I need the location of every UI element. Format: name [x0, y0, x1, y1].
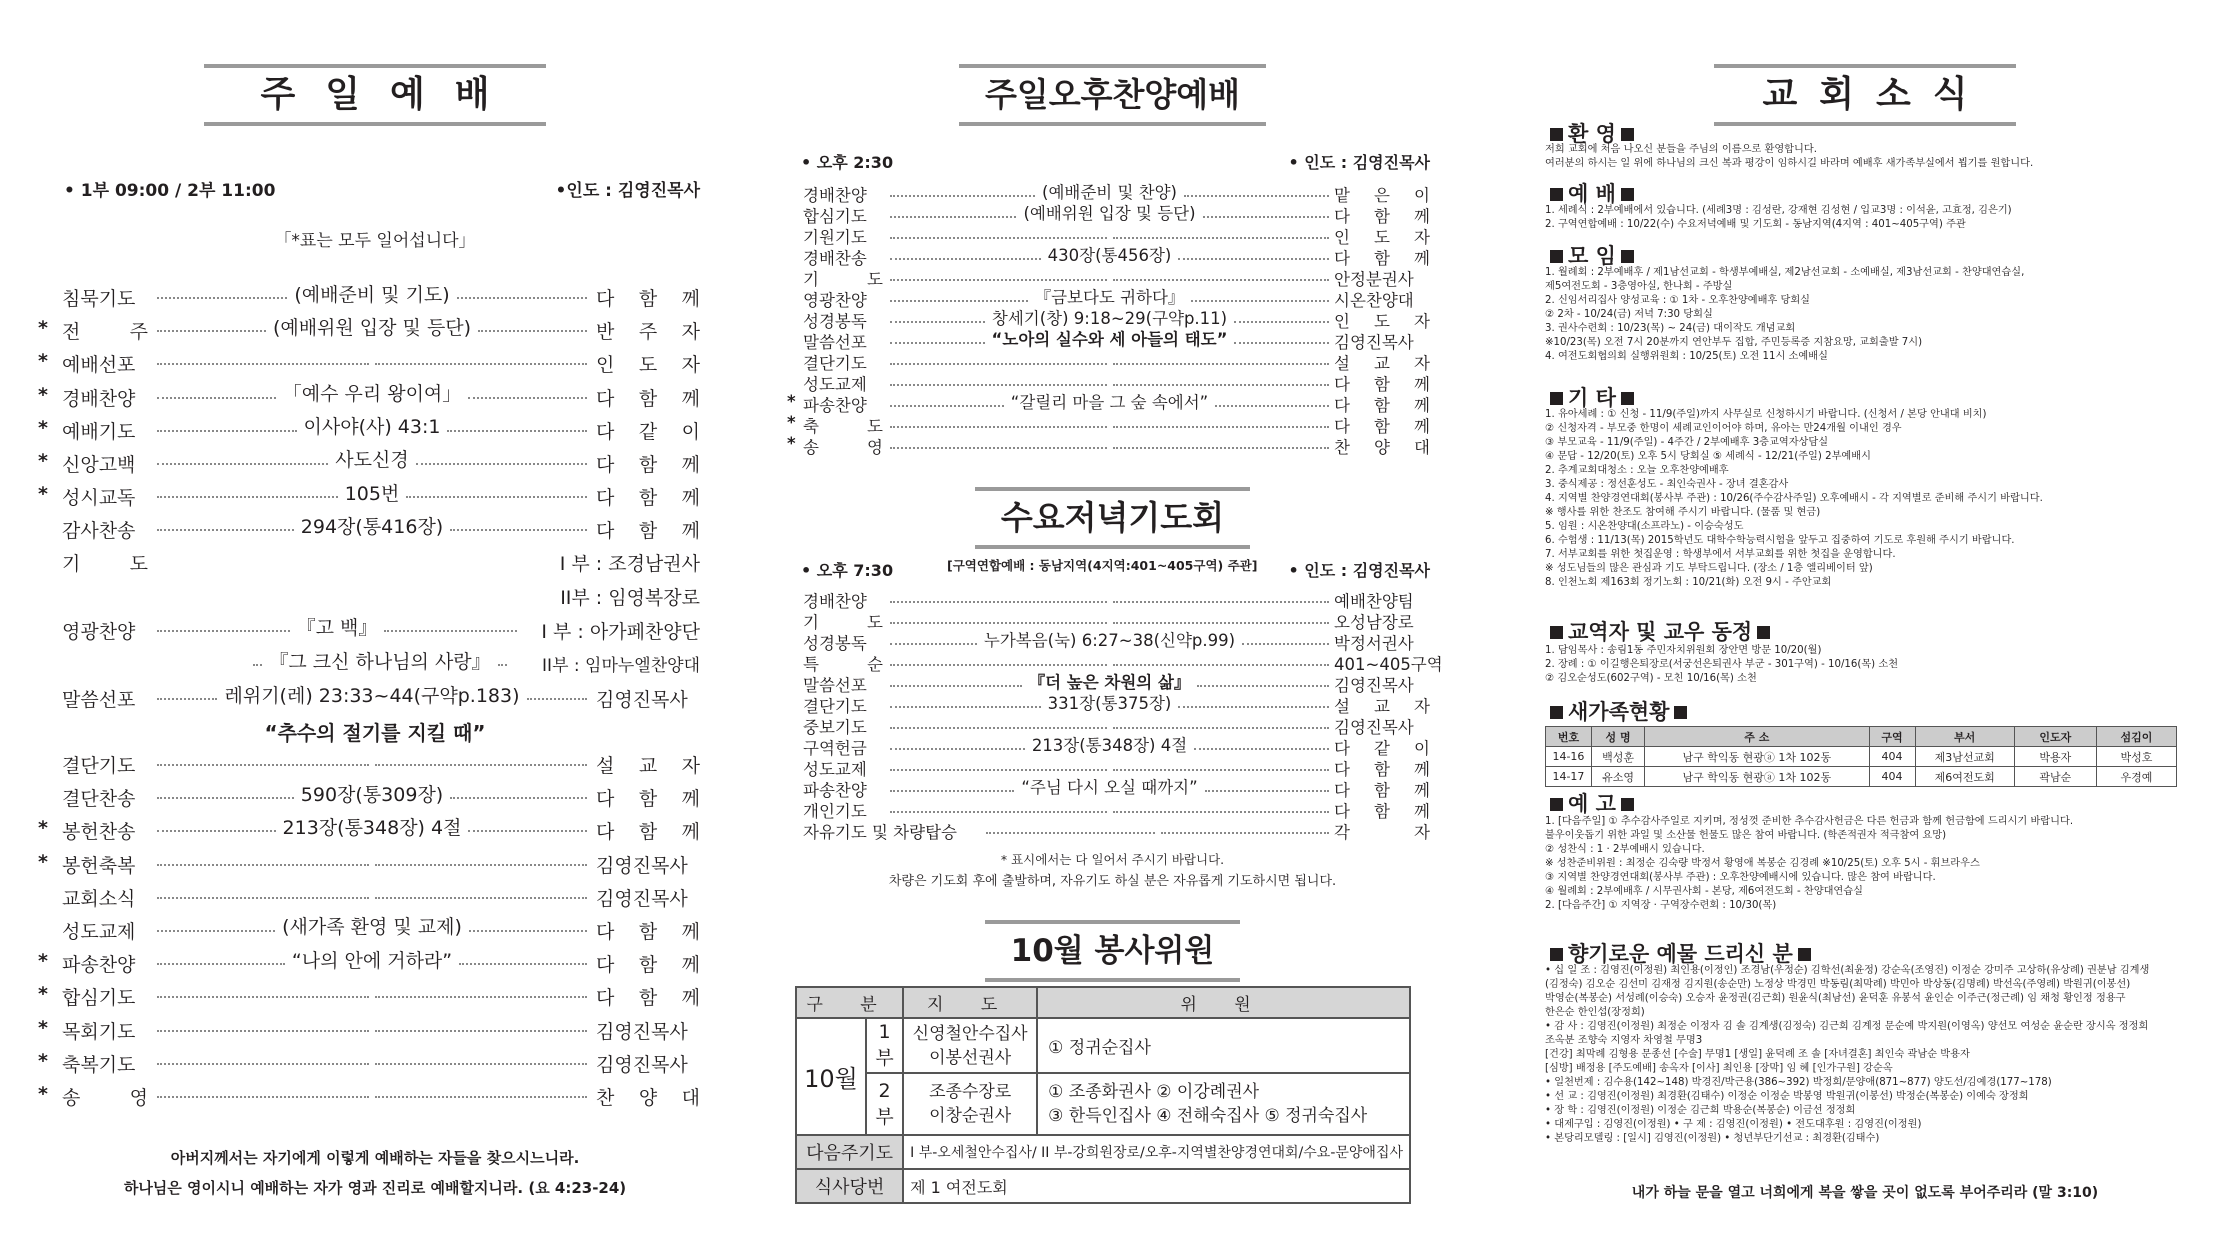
welcome-text: [1545, 143, 2185, 171]
order-row: [795, 370, 1430, 394]
column-header: 부서: [1915, 727, 2014, 747]
order-person: 반 주 자: [596, 321, 700, 344]
text-line: 조옥분 조향숙 지영자 차영철 무명3: [1545, 1035, 1703, 1046]
text-line: 2. 추계교회대청소 : 오늘 오후찬양예배후: [1545, 465, 1729, 476]
order-label: 성시교독: [62, 487, 136, 510]
order-label: 결단기도: [62, 755, 136, 777]
text-line: ③ 지역별 찬양경연대회(봉사부 주관) : 오후찬양예배시에 있습니다. 많은 참여 바랍니다.: [1545, 872, 1936, 883]
order-label: 경배찬양: [62, 387, 136, 410]
table-header: 구 분 지 도 위 원: [796, 987, 1410, 1018]
volunteers-table: [795, 986, 1411, 1204]
text-line: 2. 신임서리집사 양성교육 : ① 1차 - 오후찬양예배후 당회실: [1545, 295, 1811, 306]
table-cell: 박성호: [2096, 747, 2176, 767]
order-label: 합심기도: [62, 987, 136, 1010]
order-detail: 430장(통456장): [1047, 246, 1172, 265]
section-worship: 예 배: [1545, 178, 1639, 208]
afternoon-time: • 오후 2:30: [801, 153, 894, 172]
order-person: 김영진목사: [596, 1020, 688, 1043]
order-row: [38, 478, 700, 511]
order-label: 기 도: [803, 270, 883, 289]
table-cell: 제6여전도회: [1915, 767, 2014, 787]
order-person: 다 함 께: [596, 821, 700, 844]
standing-mark: *: [38, 1016, 48, 1039]
section-meeting: 모 임: [1545, 240, 1639, 270]
order-person: 다 같 이: [596, 420, 700, 443]
etc-text: [1545, 408, 2185, 590]
order-row: [795, 629, 1430, 653]
section-offerings: 향기로운 예물 드리신 분: [1545, 938, 1816, 968]
text-line: ※ 성도님들의 많은 관심과 기도 부탁드립니다. (장소 / 1층 엘리베이터 앞): [1545, 563, 1873, 574]
order-detail: 『금보다도 귀하다』: [1034, 288, 1185, 307]
order-row: [795, 608, 1430, 632]
church-news-title: 교회소식: [1714, 64, 2015, 126]
wednesday-leader: • 인도 : 김영진목사: [1288, 561, 1430, 580]
worship-leader: •인도 : 김영진목사: [555, 181, 700, 201]
order-row: [50, 879, 700, 912]
text-line: ④ 문답 - 12/20(토) 오후 5시 당회실 ⑤ 세례식 - 12/21(주일) 2부예배시: [1545, 451, 1871, 462]
text-line: ② 2차 - 10/24(금) 저녁 7:30 당회실: [1545, 309, 1713, 320]
text-line: • 본당리모델링 : [일시] 김영진(이정원) • 청년부단기선교 : 최경환(김태수): [1545, 1133, 1880, 1144]
afternoon-leader: • 인도 : 김영진목사: [1288, 153, 1430, 172]
text-line: 불우이웃돕기 위한 과일 및 소산물 헌물도 많은 참여 바랍니다. (학존적권자 적극참여 요망): [1545, 830, 1947, 841]
order-row: [795, 755, 1430, 779]
order-detail: 이사야(사) 43:1: [303, 416, 441, 439]
order-label: 송 영: [803, 438, 883, 457]
prayer-part2: II부 : 임영복장로: [560, 587, 700, 609]
order-detail: 294장(통416장): [300, 515, 444, 538]
order-label: 축복기도: [62, 1053, 136, 1076]
order-detail: (새가족 환영 및 교제): [282, 916, 462, 939]
order-person: 오성남장로: [1334, 613, 1414, 632]
text-line: • 감 사 : 김영진(이정원) 최정순 이정자 김 솔 김계생(김정숙) 김근희 김계정 문순예 박지원(이영옥) 양선모 여성순 윤순란 장시옥 정정희: [1545, 1021, 2149, 1032]
standing-mark: *: [787, 392, 796, 411]
table-cell: 곽남순: [2014, 767, 2096, 787]
text-line: (김정숙) 김오순 김선미 김재정 김지원(송순만) 노정상 박경민 박동림(최막례) 박민아 박상동(김명례) 박선옥(주영례) 박원귀(이봉선): [1545, 979, 2131, 990]
text-line: [심방] 배정용 [주도예배] 송옥자 [이사] 최인용 [장막] 임 혜 [인가구원] 강순옥: [1545, 1063, 1893, 1074]
malachi-verse: 내가 하늘 문을 열고 너희에게 복을 쌓을 곳이 없도록 부어주리라 (말 3:10): [1631, 1185, 2099, 1201]
order-person: 다 함 께: [596, 987, 700, 1010]
text-line: 2. 구역연합예배 : 10/22(수) 수요저녁예배 및 기도회 - 동남지역(4지역 : 401~405구역) 주관: [1545, 219, 1966, 230]
order-label: 성도교제: [803, 760, 867, 779]
order-label: 목회기도: [62, 1020, 136, 1043]
order-label: 영광찬양: [803, 291, 867, 310]
order-detail: 331장(통375장): [1047, 694, 1172, 713]
table-cell: 남구 학익동 현광ⓐ 1차 102동: [1645, 747, 1869, 767]
section-etc: 기 타: [1545, 382, 1639, 412]
order-person: 다 함 께: [1334, 249, 1430, 268]
order-label: 파송찬양: [803, 781, 867, 800]
worship-time: • 1부 09:00 / 2부 11:00: [64, 181, 276, 201]
order-person: 다 함 께: [596, 487, 700, 510]
order-detail: (예배준비 및 찬양): [1042, 183, 1177, 202]
vehicle-note: 차량은 기도회 후에 출발하며, 자유기도 하실 분은 자유롭게 기도하시면 됩니다.: [888, 874, 1337, 889]
text-line: ※10/23(목) 오전 7시 20분까지 연안부두 집합, 주민등록증 지참요망, 교회출발 7시): [1545, 337, 1923, 348]
glory-praise-row1: 영광찬양 『고 백』 I 부 : 아가페찬양단: [62, 616, 700, 643]
table-row: 식사당번 제 1 여전도회: [796, 1169, 1410, 1203]
order-row: [38, 945, 700, 978]
text-line: ③ 부모교육 - 11/9(주일) - 4주간 / 2부예배후 3층교역자상담실: [1545, 437, 1829, 448]
text-line: • 장 학 : 김영진(이정원) 이정순 김근희 박용순(복봉순) 이금선 정정희: [1545, 1105, 1856, 1116]
staff-news-text: [1545, 644, 2185, 686]
standing-mark: *: [38, 817, 48, 840]
order-person: 다 함 께: [596, 920, 700, 943]
text-line: 7. 서부교회를 위한 첫집운영 : 학생부에서 서부교회를 위한 첫집을 운영합니다.: [1545, 549, 1896, 560]
column-header: 성 명: [1591, 727, 1644, 747]
text-line: ② 성찬식 : 1 · 2부예배시 있습니다.: [1545, 844, 1705, 855]
order-label: 성도교제: [803, 375, 867, 394]
order-person: 김영진목사: [596, 854, 688, 877]
order-label: 예배기도: [62, 420, 136, 443]
order-row: [795, 713, 1430, 737]
order-label: 구역헌금: [803, 739, 867, 758]
order-label: 경배찬송: [803, 249, 867, 268]
order-detail: 「예수 우리 왕이여」: [282, 383, 462, 406]
order-label: 교회소식: [62, 887, 136, 910]
section-staff-news: 교역자 및 교우 동정: [1545, 616, 1775, 646]
order-detail: 590장(통309장): [300, 783, 444, 806]
order-row: [795, 286, 1430, 310]
text-line: 제5여전도회 - 3층영아실, 한나회 - 주방실: [1545, 281, 1733, 292]
text-line: 여러분의 하시는 일 위에 하나님의 크신 복과 평강이 임하시길 바라며 예배후 새가족부실에서 뵙기를 원합니다.: [1545, 158, 2034, 169]
worship-text: [1545, 204, 2185, 232]
order-row: [50, 779, 700, 812]
column-header: 섬김이: [2096, 727, 2176, 747]
order-person: 다 함 께: [1334, 207, 1430, 226]
text-line: 6. 수험생 : 11/13(목) 2015학년도 대학수학능력시험을 앞두고 집중하여 기도로 후원해 주시기 바랍니다.: [1545, 535, 2015, 546]
standing-mark: *: [38, 416, 48, 439]
text-line: 8. 인천노회 제163회 정기노회 : 10/21(화) 오전 9시 - 주안교회: [1545, 577, 1832, 588]
text-line: 1. 세례식 : 2부예배에서 있습니다. (세례3명 : 김성란, 강재현 김성현 / 입교3명 : 이석윤, 고효정, 김은기): [1545, 205, 2012, 216]
order-label: 말씀선포: [803, 676, 867, 695]
standing-mark: *: [38, 317, 48, 340]
order-row: [795, 776, 1430, 800]
order-row: [38, 1012, 700, 1045]
new-family-table: [1545, 726, 2177, 787]
text-line: 1. 월례회 : 2부예배후 / 제1남선교회 - 학생부예배실, 제2남선교회 - 소예배실, 제3남선교회 - 찬양대연습실,: [1545, 267, 2025, 278]
order-label: 결단기도: [803, 354, 867, 373]
text-line: • 십 일 조 : 김영진(이정원) 최인용(이정인) 조경남(우정순) 김학선(최윤정) 강순옥(조영진) 이정순 강미주 고상하(유상례) 권분남 김계생: [1545, 965, 2150, 976]
order-person: 인 도 자: [1334, 228, 1430, 247]
order-person: 박정서권사: [1334, 634, 1414, 653]
text-line: 3. 중식제공 : 정선훈성도 - 최인숙권사 - 장녀 결혼감사: [1545, 479, 1789, 490]
wednesday-order: [795, 587, 1443, 842]
afternoon-worship-title: 주일오후찬양예배: [959, 64, 1266, 126]
order-row: [795, 349, 1430, 373]
order-person: 시온찬양대: [1334, 291, 1414, 310]
table-cell: 404: [1869, 767, 1915, 787]
order-row: [795, 202, 1430, 226]
order-label: 중보기도: [803, 718, 867, 737]
offerings-text: [1545, 964, 2185, 1146]
order-label: 축 도: [803, 417, 883, 436]
order-person: 401~405구역: [1334, 655, 1443, 674]
table-header: [1546, 727, 2177, 747]
table-cell: 남구 학익동 현광ⓐ 1차 102동: [1645, 767, 1869, 787]
order-label: 기 도: [803, 613, 883, 632]
order-label: 예배선포: [62, 354, 136, 377]
order-of-worship-part2: [38, 746, 700, 1111]
order-row: [795, 307, 1430, 331]
table-cell: 제3남선교회: [1915, 747, 2014, 767]
text-line: ※ 행사를 위한 찬조도 참여해 주시기 바랍니다. (물품 및 현금): [1545, 507, 1821, 518]
order-person: 설 교 자: [1334, 354, 1430, 373]
text-line: [건강] 최막례 김형용 문종선 [수술] 무명1 [생일] 윤덕례 조 솔 [자녀결혼] 최인숙 곽남순 박용자: [1545, 1049, 1970, 1060]
order-detail: 213장(통348장) 4절: [282, 816, 462, 839]
october-volunteers-title: 10월 봉사위원: [985, 920, 1241, 982]
text-line: • 대제구입 : 김영진(이정원) • 구 제 : 김영진(이정원) • 전도대후원 : 김영진(이정원): [1545, 1119, 1922, 1130]
order-detail: “주님 다시 오실 때까지”: [1021, 778, 1198, 797]
order-row: [795, 223, 1430, 247]
order-label: 특 순: [803, 655, 883, 674]
wednesday-subtitle: [구역연합예배 : 동남지역(4지역:401~405구역) 주관]: [947, 558, 1258, 573]
closing-verse: 아버지께서는 자기에게 이렇게 예배하는 자들을 찾으시느니라. 하나님은 영이시니 예배하는 자가 영과 진리로 예배할지니라. (요 4:23-24): [123, 1149, 627, 1197]
order-label: 봉헌찬송: [62, 821, 136, 844]
order-of-worship-part1: [38, 279, 700, 545]
order-detail: “노아의 실수와 세 아들의 태도”: [991, 330, 1228, 349]
column-header: 구역: [1869, 727, 1915, 747]
order-detail: “나의 안에 거하라”: [291, 949, 453, 972]
order-label: 침묵기도: [62, 288, 136, 310]
order-label: 전 주: [62, 321, 148, 344]
standing-mark: *: [38, 1082, 48, 1105]
order-label: 자유기도 및 차량탑승: [803, 823, 957, 842]
order-detail: 『더 높은 차원의 삶』: [1028, 673, 1191, 692]
wednesday-time: • 오후 7:30: [801, 561, 894, 580]
meeting-text: [1545, 266, 2185, 364]
text-line: 1. [다음주일] ① 추수감사주일로 지키며, 정성껏 준비한 추수감사헌금은 다른 헌금과 함께 헌금함에 드리시기 바랍니다.: [1545, 816, 2074, 827]
order-person: 예배찬양팀: [1334, 592, 1414, 611]
order-person: 맡 은 이: [1334, 186, 1430, 205]
order-row: [38, 345, 700, 378]
text-line: 4. 여전도회협의회 실행위원회 : 10/25(토) 오전 11시 소예배실: [1545, 351, 1828, 362]
standing-mark: *: [787, 434, 796, 453]
order-row: [38, 379, 700, 412]
order-person: 찬 양 대: [596, 1086, 700, 1109]
order-row: [795, 818, 1430, 842]
order-person: 김영진목사: [1334, 333, 1414, 352]
order-row: [795, 265, 1430, 289]
order-person: 김영진목사: [596, 887, 688, 910]
text-line: • 선 교 : 김영진(이정원) 최경환(김태수) 이정순 이정순 박봉영 박원귀(이봉선) 박정순(복봉순) 이예숙 장정희: [1545, 1091, 2029, 1102]
table-row: [1546, 767, 2177, 787]
table-row: 2부 조종수장로 이창순권사 ① 조종화권사 ② 이강례권사 ③ 한득인집사 ④ 전해숙집사 ⑤ 정귀숙집사: [796, 1073, 1410, 1135]
order-person: 다 함 께: [1334, 760, 1430, 779]
order-person: 안정분권사: [1334, 270, 1414, 289]
sermon-title: “추수의 절기를 지킬 때”: [264, 721, 486, 745]
text-line: 한은순 한인섭(장정희): [1545, 1007, 1645, 1018]
standing-mark: *: [38, 350, 48, 373]
order-detail: 사도신경: [335, 449, 409, 472]
text-line: ② 신청자격 - 부모중 한명이 세례교인이어야 하며, 유아는 만24개월 이내인 경우: [1545, 423, 1902, 434]
standing-mark: *: [38, 449, 48, 472]
order-row: [795, 328, 1430, 352]
prayer-part1: I 부 : 조경남권사: [559, 553, 700, 575]
order-label: 봉헌축복: [62, 854, 136, 877]
order-person: 설 교 자: [596, 755, 700, 777]
order-label: 말씀선포: [803, 333, 867, 352]
order-label: 결단기도: [803, 697, 867, 716]
table-row: 10월 1부 신영철안수집사 이봉선권사 ① 정귀순집사: [796, 1018, 1410, 1073]
text-line: 1. 담임목사 : 송림1동 주민자치위원회 장안면 방문 10/20(월): [1545, 645, 1822, 656]
order-row: [38, 312, 700, 345]
order-detail: “갈릴리 마을 그 숲 속에서”: [1010, 393, 1209, 412]
order-label: 합심기도: [803, 207, 867, 226]
order-label: 파송찬양: [62, 954, 136, 977]
order-row: [795, 587, 1430, 611]
text-line: 박영순(복봉순) 서성례(이승숙) 오승자 윤정권(김근희) 원윤식(최남선) 윤덕훈 유봉석 윤인순 이주근(정근례) 임 채청 황인정 정용구: [1545, 993, 2126, 1004]
glory-praise-row2: 『그 크신 하나님의 사랑』 II부 : 임마누엘찬양대: [50, 646, 700, 679]
order-label: 파송찬양: [803, 396, 867, 415]
order-row: [50, 279, 700, 312]
order-label: 경배찬양: [803, 186, 867, 205]
order-detail: 213장(통348장) 4절: [1031, 736, 1188, 755]
order-row: [787, 412, 1430, 436]
order-person: 김영진목사: [1334, 718, 1414, 737]
standing-mark: *: [787, 413, 796, 432]
order-row: [795, 671, 1430, 695]
text-line: ② 김오순성도(602구역) - 모친 10/16(목) 소천: [1545, 673, 1757, 684]
order-person: 다 함 께: [596, 520, 700, 543]
order-detail: (예배준비 및 기도): [294, 283, 450, 306]
order-detail: (예배위원 입장 및 등단): [1023, 204, 1196, 223]
order-row: [38, 978, 700, 1011]
order-label: 송 영: [62, 1086, 148, 1109]
order-person: 다 함 께: [1334, 396, 1430, 415]
standing-mark: *: [38, 483, 48, 506]
text-line: 1. 유아세례 : ① 신청 - 11/9(주일)까지 사무실로 신청하시기 바랍니다. (신청서 / 본당 안내대 비치): [1545, 409, 1987, 420]
order-person: 김영진목사: [1334, 676, 1414, 695]
order-person: 다 같 이: [1334, 739, 1430, 758]
text-line: • 일천번제 : 김수용(142~148) 박경진/박근용(386~392) 박정희/문양애(871~877) 양도선/김예경(177~178): [1545, 1077, 2052, 1088]
order-person: 다 함 께: [596, 288, 700, 310]
standing-mark: *: [38, 983, 48, 1006]
order-person: 각 자: [1334, 823, 1430, 842]
table-cell: 백성훈: [1591, 747, 1644, 767]
order-person: 다 함 께: [1334, 802, 1430, 821]
order-label: 감사찬송: [62, 520, 136, 543]
order-label: 성경봉독: [803, 634, 867, 653]
order-row: [795, 797, 1430, 821]
text-line: 2. [다음주간] ① 지역장 · 구역장수련회 : 10/30(목): [1545, 900, 1777, 911]
text-line: 5. 임원 : 시온찬양대(소프라노) - 이승숙성도: [1545, 521, 1744, 532]
order-row: [38, 1045, 700, 1078]
order-row: [38, 412, 700, 445]
sermon-row: 말씀선포 레위기(레) 23:33~44(구약p.183) 김영진목사: [62, 684, 688, 711]
standing-mark: *: [38, 1049, 48, 1072]
order-detail: 창세기(창) 9:18~29(구약p.11): [991, 309, 1228, 328]
order-label: 성도교제: [62, 920, 136, 943]
order-row: [50, 746, 700, 779]
table-cell: 우경예: [2096, 767, 2176, 787]
table-cell: 14-16: [1546, 747, 1592, 767]
afternoon-order: [787, 181, 1430, 457]
order-row: [787, 391, 1430, 415]
order-row: [795, 650, 1443, 674]
order-person: 설 교 자: [1334, 697, 1430, 716]
order-row: [38, 846, 700, 879]
order-row: [795, 244, 1430, 268]
order-person: 찬 양 대: [1334, 438, 1430, 457]
order-row: [38, 812, 700, 845]
text-line: 저희 교회에 처음 나오신 분들을 주님의 이름으로 환영합니다.: [1545, 144, 1817, 155]
section-welcome: 환 영: [1545, 118, 1639, 148]
column-header: 번호: [1546, 727, 1592, 747]
order-detail: 누가복음(눅) 6:27~38(신약p.99): [983, 631, 1236, 650]
order-person: 다 함 께: [596, 387, 700, 410]
order-label: 신앙고백: [62, 453, 136, 476]
table-row: 다음주기도 I 부-오세철안수집사/ II 부-강희원장로/오후-지역별찬양경연대회/수요-문양애집사: [796, 1135, 1410, 1169]
section-new-family: 새가족현황: [1545, 696, 1692, 726]
order-label: 경배찬양: [803, 592, 867, 611]
order-row: [787, 433, 1430, 457]
text-line: 3. 권사수련회 : 10/23(목) ~ 24(금) 대이작도 개념교회: [1545, 323, 1796, 334]
standing-mark: *: [38, 850, 48, 873]
standing-mark: *: [38, 950, 48, 973]
wednesday-prayer-title: 수요저녁기도회: [975, 487, 1250, 549]
notice-text: [1545, 815, 2185, 913]
table-cell: 유소영: [1591, 767, 1644, 787]
order-person: 다 함 께: [596, 954, 700, 977]
order-label: 기원기도: [803, 228, 867, 247]
sunday-worship-title: 주일예배: [204, 64, 545, 126]
table-cell: 404: [1869, 747, 1915, 767]
order-person: 인 도 자: [1334, 312, 1430, 331]
order-label: 성경봉독: [803, 312, 867, 331]
order-row: [38, 1078, 700, 1111]
order-label: 결단찬송: [62, 788, 136, 811]
text-line: 2. 장례 : ① 이길행은퇴장로(서궁선은퇴권사 부군 - 301구역) - 10/16(목) 소천: [1545, 659, 1899, 670]
order-person: 다 함 께: [1334, 781, 1430, 800]
order-row: [795, 692, 1430, 716]
text-line: 4. 지역별 찬양경연대회(봉사부 주관) : 10/26(주수감사주일) 오후예배시 - 각 지역별로 준비해 주시기 바랍니다.: [1545, 493, 2043, 504]
standing-note: 「*표는 모두 일어섭니다」: [274, 231, 476, 251]
order-row: [50, 511, 700, 544]
order-person: 인 도 자: [596, 354, 700, 377]
order-person: 김영진목사: [596, 1053, 688, 1076]
table-cell: 14-17: [1546, 767, 1592, 787]
section-notice: 예 고: [1545, 788, 1639, 818]
order-row: [50, 912, 700, 945]
standing-mark: *: [38, 383, 48, 406]
column-header: 주 소: [1645, 727, 1869, 747]
order-detail: 105번: [344, 482, 400, 505]
order-detail: (예배위원 입장 및 등단): [272, 316, 472, 339]
prayer-label: 기 도: [62, 553, 148, 575]
table-cell: 박용자: [2014, 747, 2096, 767]
column-header: 인도자: [2014, 727, 2096, 747]
table-row: [1546, 747, 2177, 767]
text-line: ④ 월례회 : 2부예배후 / 시무권사회 - 본당, 제6여전도회 - 찬양대연습실: [1545, 886, 1863, 897]
order-row: [795, 734, 1430, 758]
text-line: ※ 성찬준비위원 : 최정순 김숙량 박정서 황영애 복봉순 김경례 ※10/25(토) 오후 5시 - 휘브라우스: [1545, 858, 1980, 869]
order-row: [795, 181, 1430, 205]
order-person: 다 함 께: [596, 788, 700, 811]
standing-note-2: * 표시에서는 다 일어서 주시기 바랍니다.: [1000, 852, 1225, 867]
order-person: 다 함 께: [596, 453, 700, 476]
order-label: 개인기도: [803, 802, 867, 821]
order-person: 다 함 께: [1334, 375, 1430, 394]
order-person: 다 함 께: [1334, 417, 1430, 436]
order-row: [38, 445, 700, 478]
